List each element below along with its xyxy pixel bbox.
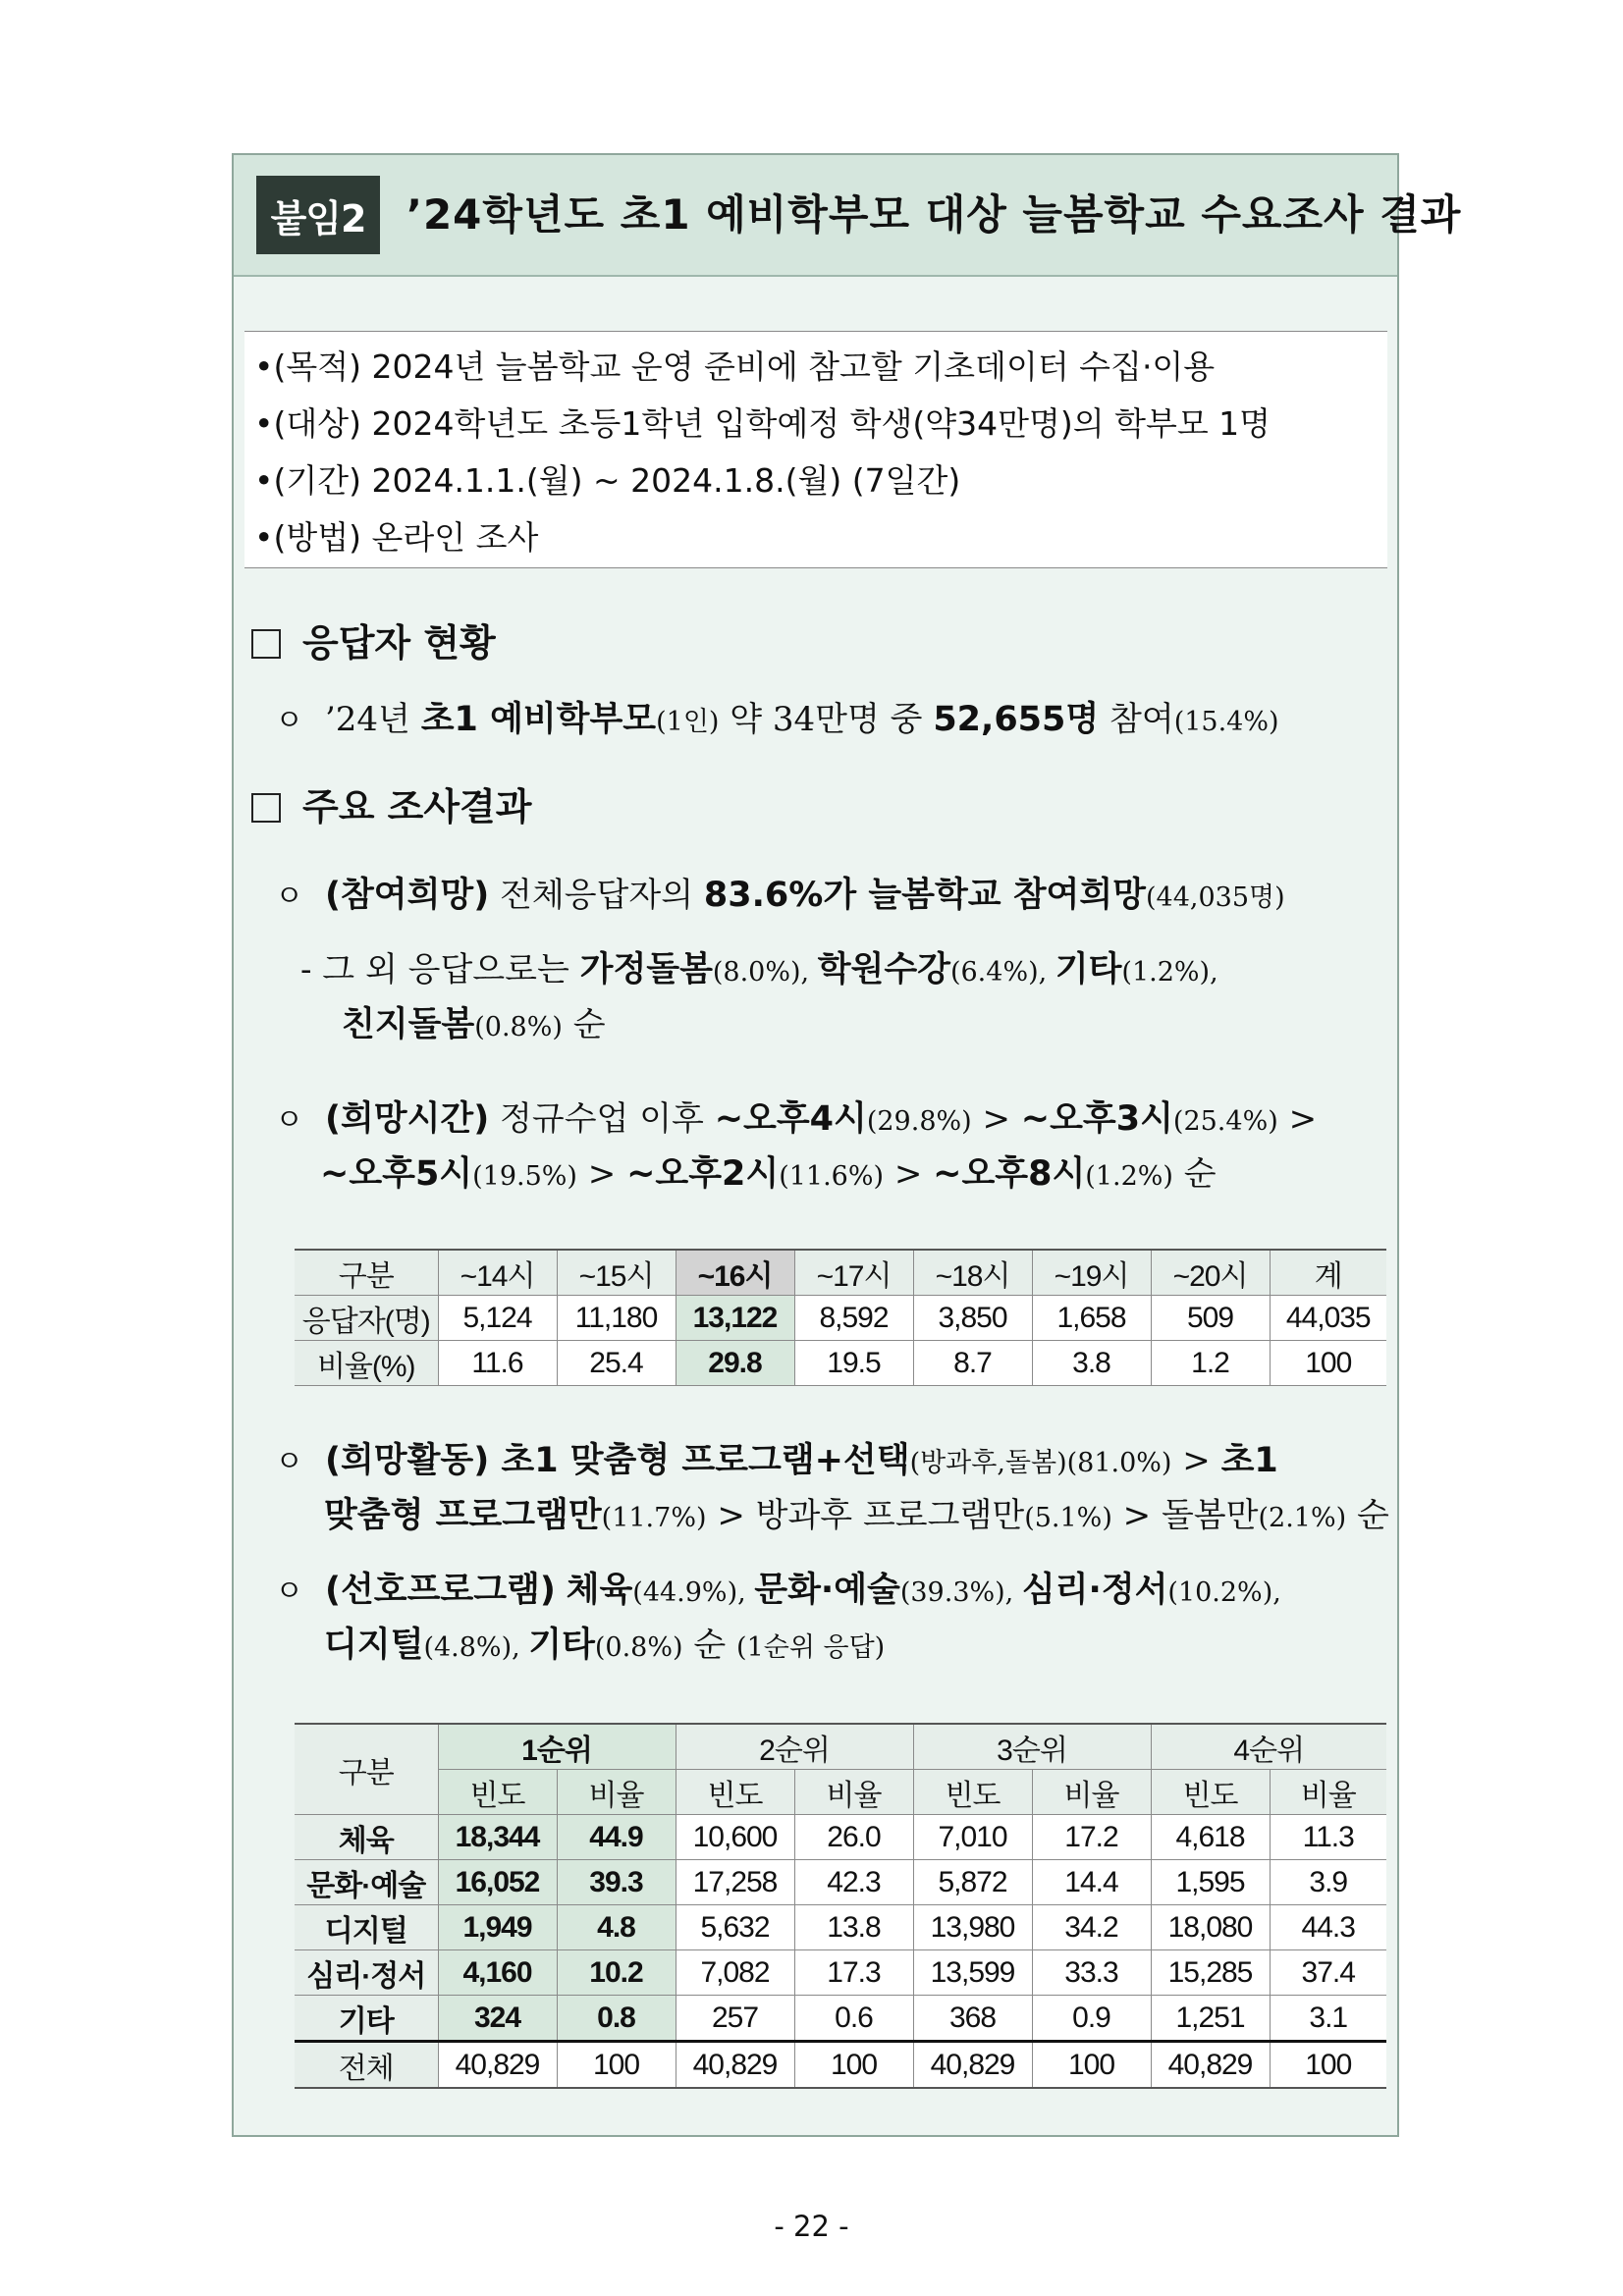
- table-cell: 13,122: [676, 1296, 794, 1341]
- table-cell: 4,618: [1151, 1815, 1270, 1860]
- title-bar: [234, 155, 1462, 277]
- info-target: •(대상) 2024학년도 초등1학년 입학예정 학생(약34만명)의 학부모 1명: [254, 404, 1271, 443]
- table-header-cell: ~19시: [1032, 1250, 1151, 1296]
- row-label: 전체: [295, 2042, 438, 2089]
- other-responses-line1: - 그 외 응답으로는 가정돌봄(8.0%), 학원수강(6.4%), 기타(1.2%),: [300, 950, 1218, 989]
- table-cell: 16,052: [438, 1860, 557, 1905]
- table-cell: 324: [438, 1996, 557, 2042]
- table-header-row: [295, 1724, 1386, 1770]
- table-row: [295, 1860, 1386, 1905]
- table-cell: 18,080: [1151, 1905, 1270, 1950]
- info-method: •(방법) 온라인 조사: [254, 518, 539, 557]
- respondents-paragraph: ㅇ ’24년 초1 예비학부모(1인) 약 34만명 중 52,655명 참여(15.4%): [275, 700, 1279, 739]
- table-cell: 8,592: [794, 1296, 913, 1341]
- hope-activity-line2: 맞춤형 프로그램만(11.7%) > 방과후 프로그램만(5.1%) > 돌봄만(2.1%) 순: [324, 1496, 1389, 1535]
- table-cell: 1,658: [1032, 1296, 1151, 1341]
- table-cell: 509: [1151, 1296, 1270, 1341]
- table-cell: 3.8: [1032, 1341, 1151, 1386]
- table-cell: 4,160: [438, 1950, 557, 1996]
- table-cell: 11.3: [1270, 1815, 1386, 1860]
- subheader-cell: 비율: [557, 1770, 676, 1815]
- table-cell: 3,850: [913, 1296, 1032, 1341]
- rank-header: 4순위: [1151, 1724, 1386, 1770]
- table-header-row: [295, 1250, 1386, 1296]
- table-cell: 17.3: [794, 1950, 913, 1996]
- subheader-cell: 비율: [1270, 1770, 1386, 1815]
- table-cell: 33.3: [1032, 1950, 1151, 1996]
- table-cell: 13,599: [913, 1950, 1032, 1996]
- table-cell: 37.4: [1270, 1950, 1386, 1996]
- checkbox-square-icon: [251, 629, 281, 659]
- table-cell: 1,251: [1151, 1996, 1270, 2042]
- table-header-cell: ~14시: [438, 1250, 557, 1296]
- row-label: 기타: [295, 1996, 438, 2042]
- total-row: [295, 2042, 1386, 2089]
- table-header-cell: 계: [1270, 1250, 1386, 1296]
- table-cell: 15,285: [1151, 1950, 1270, 1996]
- subheader-cell: 빈도: [676, 1770, 794, 1815]
- table-cell: 100: [1032, 2042, 1151, 2089]
- table-cell: 44,035: [1270, 1296, 1386, 1341]
- table-cell: 18,344: [438, 1815, 557, 1860]
- table-cell: 1,595: [1151, 1860, 1270, 1905]
- preferred-program-line1: ㅇ (선호프로그램) 체육(44.9%), 문화·예술(39.3%), 심리·정서(10.2%),: [275, 1571, 1281, 1610]
- row-label: 문화·예술: [295, 1860, 438, 1905]
- subheader-cell: 빈도: [1151, 1770, 1270, 1815]
- preferred-program-line2: 디지털(4.8%), 기타(0.8%) 순 (1순위 응답): [324, 1626, 886, 1665]
- table-subheader-row: [295, 1770, 1386, 1815]
- row-label: 응답자(명): [295, 1296, 438, 1341]
- row-label: 심리·정서: [295, 1950, 438, 1996]
- table-header-cell: ~17시: [794, 1250, 913, 1296]
- subheader-cell: 비율: [794, 1770, 913, 1815]
- table-cell: 10,600: [676, 1815, 794, 1860]
- table-cell: 13.8: [794, 1905, 913, 1950]
- table-header-cell: ~20시: [1151, 1250, 1270, 1296]
- table-row: [295, 1905, 1386, 1950]
- page-title: ’24학년도 초1 예비학부모 대상 늘봄학교 수요조사 결과: [406, 190, 1462, 239]
- table-cell: 40,829: [676, 2042, 794, 2089]
- table-cell: 34.2: [1032, 1905, 1151, 1950]
- page-number: - 22 -: [774, 2210, 849, 2243]
- subheader-cell: 빈도: [438, 1770, 557, 1815]
- table-cell: 26.0: [794, 1815, 913, 1860]
- table-cell: 10.2: [557, 1950, 676, 1996]
- other-responses-line2: 친지돌봄(0.8%) 순: [342, 1005, 606, 1044]
- table-header-cell: ~18시: [913, 1250, 1032, 1296]
- table-cell: 7,010: [913, 1815, 1032, 1860]
- table-cell: 44.3: [1270, 1905, 1386, 1950]
- row-label: 디지털: [295, 1905, 438, 1950]
- section-results-heading: 주요 조사결과: [251, 776, 531, 830]
- attachment-badge: 붙임2: [256, 176, 380, 254]
- table-cell: 13,980: [913, 1905, 1032, 1950]
- table-cell: 5,124: [438, 1296, 557, 1341]
- table-cell: 257: [676, 1996, 794, 2042]
- table-cell: 17,258: [676, 1860, 794, 1905]
- table-cell: 19.5: [794, 1341, 913, 1386]
- table-cell: 11,180: [557, 1296, 676, 1341]
- table-cell: 42.3: [794, 1860, 913, 1905]
- table-cell: 14.4: [1032, 1860, 1151, 1905]
- table-row: [295, 1815, 1386, 1860]
- table-cell: 44.9: [557, 1815, 676, 1860]
- table-cell: 25.4: [557, 1341, 676, 1386]
- hope-time-line1: ㅇ (희망시간) 정규수업 이후 ~오후4시(29.8%) > ~오후3시(25.4%) >: [275, 1099, 1318, 1139]
- table-cell: 3.9: [1270, 1860, 1386, 1905]
- rank-header: 2순위: [676, 1724, 913, 1770]
- hope-time-table: [295, 1249, 1386, 1386]
- attachment-frame: [232, 153, 1462, 2137]
- survey-overview-box: [244, 331, 1387, 568]
- table-cell: 11.6: [438, 1341, 557, 1386]
- info-purpose: •(목적) 2024년 늘봄학교 운영 준비에 참고할 기초데이터 수집·이용: [254, 347, 1216, 386]
- hope-activity-line1: ㅇ (희망활동) 초1 맞춤형 프로그램+선택(방과후,돌봄)(81.0%) > 초1: [275, 1441, 1278, 1480]
- subheader-cell: 빈도: [913, 1770, 1032, 1815]
- table-cell: 100: [794, 2042, 913, 2089]
- table-cell: 8.7: [913, 1341, 1032, 1386]
- checkbox-square-icon: [251, 793, 281, 823]
- table-header-cell: ~15시: [557, 1250, 676, 1296]
- table-cell: 1.2: [1151, 1341, 1270, 1386]
- table-corner-cell: 구분: [295, 1724, 438, 1815]
- table-cell: 29.8: [676, 1341, 794, 1386]
- row-label: 체육: [295, 1815, 438, 1860]
- table-cell: 40,829: [913, 2042, 1032, 2089]
- table-cell: 39.3: [557, 1860, 676, 1905]
- table-row: [295, 1996, 1386, 2042]
- table-cell: 0.6: [794, 1996, 913, 2042]
- row-label: 비율(%): [295, 1341, 438, 1386]
- table-cell: 40,829: [1151, 2042, 1270, 2089]
- table-cell: 17.2: [1032, 1815, 1151, 1860]
- preferred-program-table: [295, 1723, 1386, 2089]
- table-cell: 1,949: [438, 1905, 557, 1950]
- hope-time-line2: ~오후5시(19.5%) > ~오후2시(11.6%) > ~오후8시(1.2%) 순: [320, 1154, 1217, 1194]
- table-cell: 4.8: [557, 1905, 676, 1950]
- table-cell: 40,829: [438, 2042, 557, 2089]
- rank-header: 1순위: [438, 1724, 676, 1770]
- table-row: [295, 1296, 1386, 1341]
- table-header-cell: 구분: [295, 1250, 438, 1296]
- section-respondents-heading: 응답자 현황: [251, 613, 496, 667]
- table-cell: 100: [1270, 1341, 1386, 1386]
- table-cell: 7,082: [676, 1950, 794, 1996]
- table-header-cell: ~16시: [676, 1250, 794, 1296]
- table-cell: 3.1: [1270, 1996, 1386, 2042]
- rank-header: 3순위: [913, 1724, 1151, 1770]
- table-cell: 0.8: [557, 1996, 676, 2042]
- table-row: [295, 1950, 1386, 1996]
- table-cell: 5,872: [913, 1860, 1032, 1905]
- info-period: •(기간) 2024.1.1.(월) ~ 2024.1.8.(월) (7일간): [254, 461, 961, 500]
- table-cell: 5,632: [676, 1905, 794, 1950]
- table-row: [295, 1341, 1386, 1386]
- table-cell: 368: [913, 1996, 1032, 2042]
- subheader-cell: 비율: [1032, 1770, 1151, 1815]
- table-cell: 100: [1270, 2042, 1386, 2089]
- table-cell: 0.9: [1032, 1996, 1151, 2042]
- table-cell: 100: [557, 2042, 676, 2089]
- participation-paragraph: ㅇ (참여희망) 전체응답자의 83.6%가 늘봄학교 참여희망(44,035명): [275, 876, 1285, 915]
